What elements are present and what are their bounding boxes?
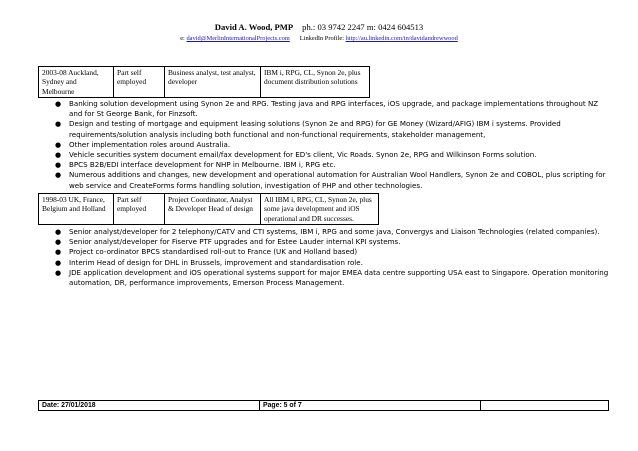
employment-type-cell: Part self employed bbox=[114, 67, 165, 98]
period-location-cell: 1998-03 UK, France, Belgium and Holland bbox=[39, 194, 114, 225]
phone-numbers: ph.: 03 9742 2247 m: 0424 604513 bbox=[302, 22, 424, 32]
list-item bbox=[52, 237, 612, 247]
list-item-text: Project co-ordinator BPCS standardised roll-out to France (UK and Holland based) bbox=[69, 247, 358, 257]
table-row bbox=[39, 194, 379, 225]
role-table-1998 bbox=[38, 193, 379, 225]
list-item bbox=[52, 227, 612, 237]
footer-blank-cell bbox=[481, 401, 608, 410]
list-item bbox=[52, 140, 612, 150]
bullet-icon: ● bbox=[55, 228, 62, 236]
bullet-icon: ● bbox=[55, 258, 62, 267]
list-item bbox=[52, 170, 612, 190]
list-item bbox=[52, 119, 612, 139]
list-item-text: Senior analyst/developer for 2 telephony/CATV and CTI systems, IBM i, RPG and some java, Convergys and Liaison Technologies (related companies). bbox=[69, 227, 600, 236]
email-link[interactable]: david@MerlinInternationalProjects.com bbox=[186, 35, 290, 42]
linkedin-link[interactable]: http://au.linkedin.com/in/davidandrewwood bbox=[345, 35, 458, 42]
bullet-icon: ● bbox=[55, 248, 62, 257]
period-location-cell: 2003-08 Auckland, Sydney and Melbourne bbox=[39, 67, 114, 98]
list-item bbox=[52, 258, 612, 268]
bullet-icon: ● bbox=[55, 100, 62, 108]
footer-date: Date: 27/01/2018 bbox=[39, 401, 260, 410]
role-duties-list-2003 bbox=[52, 99, 612, 191]
list-item-text: Numerous additions and changes, new development and operational automation for Australian Wool Handlers, Synon 2e and COBOL, plus scripting for web service and CreateForms forms handling solution, investigation of PHP and other technologies. bbox=[69, 170, 606, 190]
list-item-text: BPCS B2B/EDI interface development for NHP in Melbourne. IBM i, RPG etc. bbox=[69, 160, 336, 170]
bullet-icon: ● bbox=[55, 140, 62, 149]
footer-page-number: Page: 5 of 7 bbox=[260, 401, 481, 410]
bullet-icon: ● bbox=[55, 171, 62, 180]
list-item-text: Other implementation roles around Australia. bbox=[69, 139, 231, 149]
contact-line bbox=[0, 22, 638, 33]
bullet-icon: ● bbox=[55, 268, 62, 277]
page-footer bbox=[38, 400, 609, 411]
linkedin-label: LinkedIn Profile: bbox=[299, 35, 344, 42]
online-contact-line bbox=[0, 34, 638, 43]
role-duties-list-1998 bbox=[52, 227, 612, 288]
list-item-text: Senior analyst/developer for Fiserve PTF upgrades and for Estee Lauder internal KPI systems. bbox=[69, 237, 401, 247]
list-item bbox=[52, 150, 612, 160]
bullet-icon: ● bbox=[55, 238, 62, 247]
role-cell: Business analyst, test analyst, developer bbox=[165, 67, 261, 98]
role-cell: Project Coordinator, Analyst & Developer Head of design bbox=[165, 194, 261, 225]
list-item-text: JDE application development and iOS operational systems support for major EMEA data centre supporting USA east to Singapore. Operation monitoring automation, DR, performance improvements, Emerson Process Management. bbox=[69, 267, 609, 288]
page-header bbox=[0, 22, 638, 43]
technology-cell: All IBM i, RPG, CL, Synon 2e, plus some java development and iOS operational and DR successes. bbox=[261, 194, 379, 225]
author-name: David A. Wood, PMP bbox=[214, 22, 294, 32]
list-item-text: Banking solution development using Synon 2e and RPG. Testing java and RPG interfaces, iOS upgrade, and package implementations throughout NZ and for St George Bank, for Finzsoft. bbox=[69, 99, 599, 119]
list-item bbox=[52, 160, 612, 170]
list-item bbox=[52, 99, 612, 119]
list-item-text: Vehicle securities system document email/fax development for ED's client, Vic Roads. Synon 2e, RPG and Wilkinson Forms solution. bbox=[69, 150, 537, 160]
list-item bbox=[52, 268, 612, 288]
email-prefix: e: bbox=[180, 35, 185, 42]
table-row bbox=[39, 67, 370, 98]
technology-cell: IBM i, RPG, CL, Synon 2e, plus document distribution solutions bbox=[261, 67, 370, 98]
list-item-text: Interim Head of design for DHL in Brussels, improvement and standardisation role. bbox=[69, 257, 363, 267]
role-table-2003 bbox=[38, 66, 370, 98]
bullet-icon: ● bbox=[55, 161, 62, 170]
employment-type-cell: Part self employed bbox=[114, 194, 165, 225]
bullet-icon: ● bbox=[55, 151, 62, 160]
bullet-icon: ● bbox=[55, 120, 62, 129]
list-item-text: Design and testing of mortgage and equipment leasing solutions (Synon 2e and RPG) for GE Money (Wizard/AFIG) IBM i systems. Provided requirements/solution analysis including both functional and non-functional requirements, stakeholder management, bbox=[69, 119, 561, 139]
list-item bbox=[52, 247, 612, 257]
